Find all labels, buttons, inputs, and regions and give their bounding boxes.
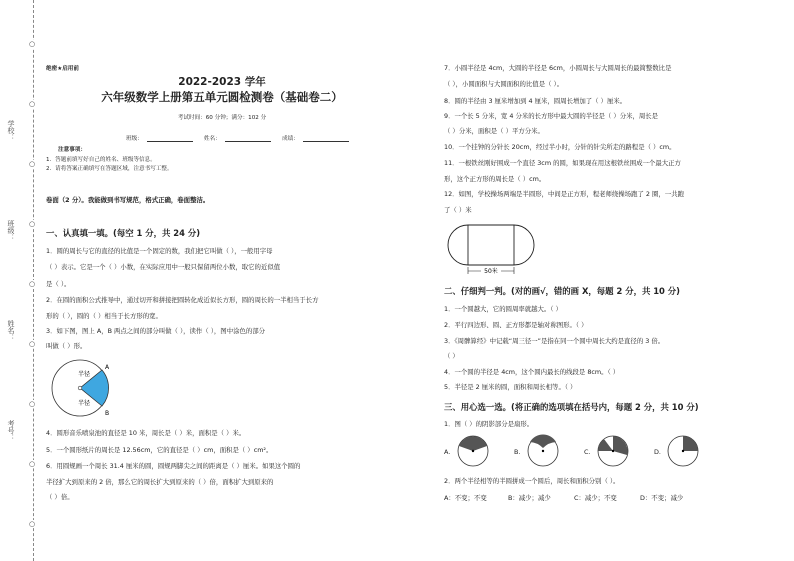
judge-item: （ ）	[444, 352, 459, 360]
question-line: （ ），小圆面积与大圆面积的比值是（ ）。	[444, 80, 564, 88]
note-item: 2．请将答案正确填写在答题区域，注意书写工整。	[46, 166, 173, 172]
question-line: 12．如图，学校操场两端是半圆形，中间是正方形，程老师绕操场跑了 2 圈，一共跑	[444, 190, 684, 198]
score-label: 成绩：	[282, 136, 299, 142]
question-line: 10．一个挂钟的分针长 20cm，经过半小时，分针的针尖所走的路程是（ ）cm。	[444, 143, 676, 151]
question-line: 5．一个圆形纸片的周长是 12.56cm，它的直径是（ ）cm，面积是（ ）cm²。	[46, 446, 273, 454]
school-year: 2022-2023 学年	[178, 76, 266, 88]
question-line: 7．小圆半径是 4cm，大圆的半径是 6cm，小圆周长与大圆周长的最简整数比是	[444, 64, 672, 72]
page-title: 六年级数学上册第五单元圆检测卷（基础卷二）	[101, 90, 343, 104]
question-line: （ ）分米，面积是（ ）平方分米。	[444, 127, 544, 135]
point-b-label: B	[105, 410, 110, 417]
question-line: 形，这个正方形的周长是（ ）cm。	[444, 175, 546, 183]
question-line: 了（ ）米	[444, 206, 472, 214]
question-line: 4．圆形音乐喷泉池的直径是 10 米，周长是（ ）米，面积是（ ）米。	[46, 429, 246, 437]
question-line: 9．一个长 5 分米，宽 4 分米的长方形中最大圆的半径是（ ）分米，周长是	[444, 112, 659, 120]
circle-center	[78, 386, 82, 390]
track-outline	[448, 225, 534, 265]
neatness-note: 卷面（2 分）。我能做到书写规范，格式正确，卷面整洁。	[46, 196, 210, 204]
school-field[interactable]: 学校：	[7, 120, 15, 141]
choice-option[interactable]: B：减少；减少	[508, 494, 551, 502]
score-input[interactable]	[303, 135, 349, 142]
question-line: 8．圆的半径由 3 厘米增加到 4 厘米，圆周长增加了（ ）厘米。	[444, 97, 627, 105]
choice-question: 1．图（ ）的阴影部分是扇形。	[444, 420, 534, 428]
question-line: （ ）倍。	[46, 493, 74, 501]
judge-item: 4．一个圆的半径是 4cm，这个圆内最长的线段是 8cm。（ ）	[444, 368, 620, 376]
cut-mark: ○	[29, 100, 36, 108]
choice-option[interactable]: A：不变；不变	[444, 494, 487, 502]
question-line: 2．在圆的面积公式推导中，通过切开和拼接把圆转化成近似长方形，圆的周长的一半相当于长方	[46, 296, 319, 304]
section3-title: 三、用心选一选。(将正确的选项填在括号内，每题 2 分，共 10 分)	[444, 402, 699, 412]
option-label: B.	[514, 448, 521, 456]
exam-number-field[interactable]: 考号：	[7, 420, 15, 441]
option-label: A.	[444, 448, 451, 456]
question-line: 1．圆的周长与它的直径的比值是一个固定的数，我们把它叫做（ ），一般用字母	[46, 247, 273, 255]
track-figure	[444, 222, 544, 276]
section1-title: 一、认真填一填。(每空 1 分，共 24 分)	[46, 228, 201, 238]
judge-item: 3．《周髀算经》中记载“周三径一”是指在同一个圆中周长大约是直径的 3 倍。	[444, 337, 665, 345]
option-label: C.	[584, 448, 591, 456]
sector-figure	[50, 357, 122, 419]
section2-title: 二、仔细判一判。(对的画√，错的画 X，每题 2 分，共 10 分)	[444, 286, 681, 296]
choice-option[interactable]: C：减少；不变	[574, 494, 617, 502]
cut-mark: ○	[29, 460, 36, 468]
name-input[interactable]	[225, 135, 271, 142]
cut-mark: ○	[29, 40, 36, 48]
option-a-figure[interactable]	[456, 434, 490, 468]
dimension-label: 50米	[484, 268, 498, 275]
choice-question: 2．两个半径相等的半圆拼成一个圆后，周长和面积分别（ ）。	[444, 477, 620, 485]
class-input[interactable]	[147, 135, 193, 142]
cut-mark: ○	[29, 340, 36, 348]
cut-mark: ○	[29, 220, 36, 228]
question-line: 形的（ ），圆的（ ）相当于长方形的宽。	[46, 312, 162, 320]
judge-item: 5．半径是 2 厘米的圆，面积和周长相等。（ ）	[444, 383, 577, 391]
cut-mark: ○	[29, 520, 36, 528]
cut-mark: ○	[29, 280, 36, 288]
question-line: 6．用圆规画一个周长 31.4 厘米的圆，圆规两脚尖之间的距离是（ ）厘米。如果这个圆的	[46, 462, 301, 470]
name-label: 姓名：	[204, 136, 221, 142]
question-line: 半径扩大到原来的 2 倍，那么它的周长扩大到原来的（ ）倍，面积扩大到原来的	[46, 478, 274, 486]
option-d-figure[interactable]	[666, 434, 700, 468]
option-c-figure[interactable]	[596, 434, 630, 468]
choice-option[interactable]: D：不变；减少	[640, 494, 684, 502]
note-item: 1．答题前填写好自己的姓名、班级等信息。	[46, 157, 156, 163]
option-b-figure[interactable]	[526, 434, 560, 468]
exam-info: 考试时间：60 分钟；满分：102 分	[177, 115, 267, 121]
judge-item: 1．一个圆越大，它的圆周率就越大。（ ）	[444, 305, 562, 313]
class-field[interactable]: 班级：	[7, 220, 15, 241]
question-line: （ ）表示。它是一个（ ）小数，在实际应用中一般只保留两位小数，取它的近似值	[46, 263, 281, 271]
question-line: 3．如下图，图上 A，B 两点之间的部分叫做（ ），读作（ ），图中涂色的部分	[46, 327, 266, 335]
cut-mark: ○	[29, 160, 36, 168]
judge-item: 2．平行四边形、圆、正方形都是轴对称图形。（ ）	[444, 321, 588, 329]
name-field[interactable]: 姓名：	[7, 320, 15, 341]
question-line: 11．一根铁丝刚好围成一个直径 3cm 的圆，如果现在用这根铁丝围成一个最大正方	[444, 159, 681, 167]
option-label: D.	[654, 448, 661, 456]
radius-label: 半径	[78, 371, 91, 378]
radius-label: 半径	[78, 400, 91, 407]
question-line: 是（ ）。	[46, 280, 71, 288]
binding-margin	[0, 0, 42, 561]
cut-mark: ○	[29, 400, 36, 408]
class-label: 班级：	[126, 136, 143, 142]
secret-label: 绝密★启用前	[46, 66, 79, 72]
question-line: 叫做（ ）形。	[46, 342, 87, 350]
notes-title: 注意事项：	[58, 147, 86, 153]
point-a-label: A	[105, 364, 110, 371]
